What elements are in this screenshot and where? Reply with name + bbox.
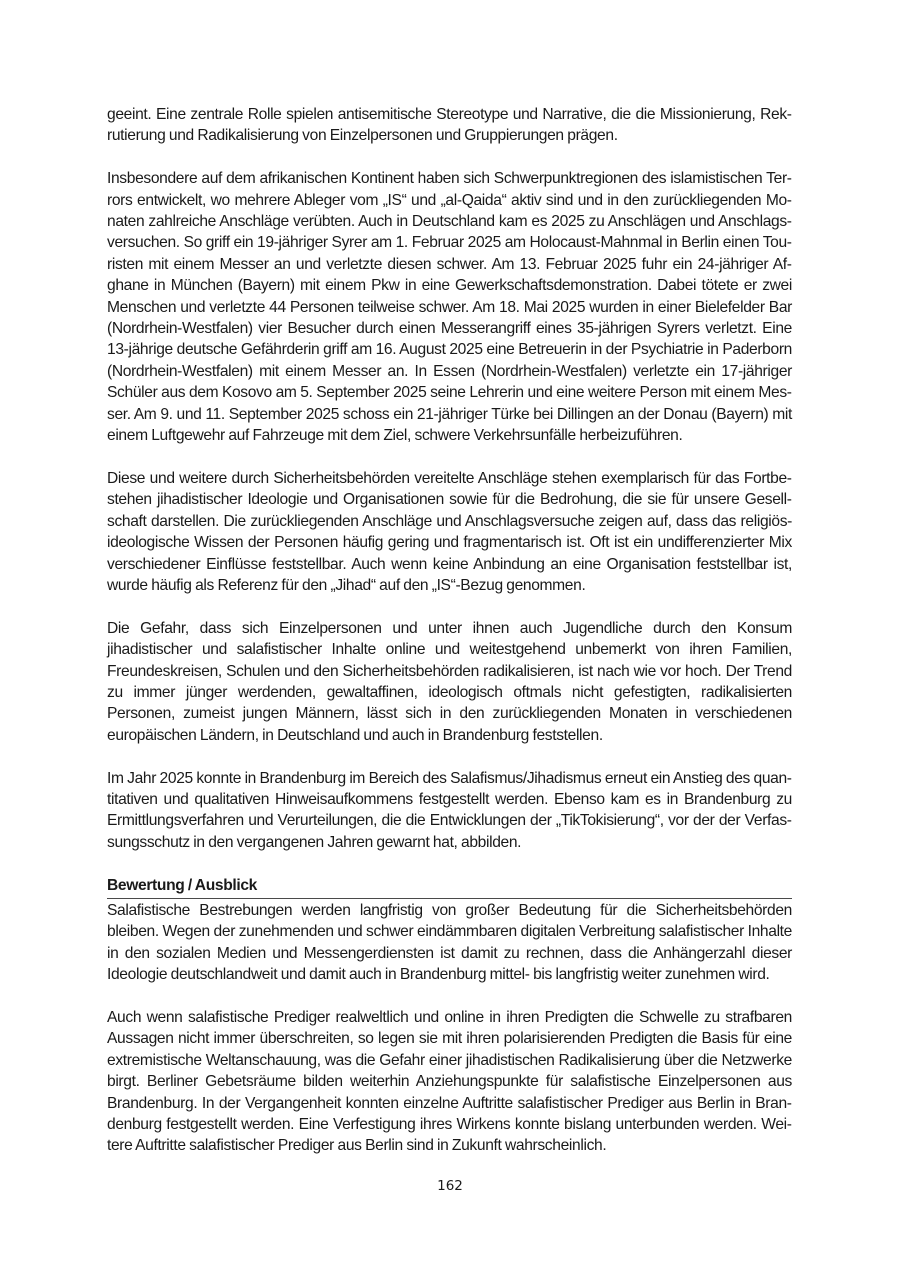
paragraph-antisemitism: geeint. Eine zentrale Rolle spielen antisemitische Stereotype und Narrative, die die Missionierung, Rekrutierung und Radikalisierung von Einzelpersonen und Gruppierungen prägen. [107,106,792,145]
section-heading [107,875,792,899]
paragraph-online-radicalisation: Die Gefahr, dass sich Einzelpersonen und unter ihnen auch Jugendliche durch den Konsum jihadistischer und salafistischer Inhalte online und weitestgehend unbemerkt von ihren Familien, Freundeskreisen, Schulen und den Sicherheitsbehörden radikalisieren, ist nach wie vor hoch. Der Trend zu immer jünger werdenden, gewaltaffinen, ideologisch oftmals nicht gefestigten, radikalisierten Personen, zumeist jungen Männern, lässt sich in den zurückliegenden Monaten in verschiedenen europäischen Ländern, in Deutschland und auch in Brandenburg feststellen. [107,619,792,744]
section-heading-text: Bewertung / Ausblick [107,876,257,894]
paragraph-attacks-2025: Insbesondere auf dem afrikanischen Kontinent haben sich Schwerpunktregionen des islamistischen Terrors entwickelt, wo mehrere Ableger vom „IS“ und „al-Qaida“ aktiv sind und in den zurückliegenden Monaten zahlreiche Anschläge verübten. Auch in Deutschland kam es 2025 zu Anschlägen und Anschlagsversuchen. So griff ein 19-jähriger Syrer am 1. Februar 2025 am Holocaust-Mahnmal in Berlin einen Touristen mit einem Messer an und verletzte diesen schwer. Am 13. Februar 2025 fuhr ein 24-jähriger Afghane in München (Bayern) mit einem Pkw in eine Gewerkschaftsdemonstration. Dabei tötete er zwei Menschen und verletzte 44 Personen teilweise schwer. Am 18. Mai 2025 wurden in einer Bielefelder Bar (Nordrhein-Westfalen) vier Besucher durch einen Messerangriff eines 35-jährigen Syrers verletzt. Eine 13-jährige deutsche Gefährderin griff am 16. August 2025 eine Betreuerin in der Psychiatrie in Paderborn (Nordrhein-Westfalen) mit einem Messer an. In Essen (Nordrhein-Westfalen) verletzte ein 17-jähriger Schüler aus dem Kosovo am 5. September 2025 seine Lehrerin und eine weitere Person mit einem Messer. Am 9. und 11. September 2025 schoss ein 21-jähriger Türke bei Dillingen an der Donau (Bayern) mit einem Luftgewehr auf Fahrzeuge mit dem Ziel, schwere Verkehrsunfälle herbeizuführen. [107,170,792,445]
paragraph-assessment: Salafistische Bestrebungen werden langfristig von großer Bedeutung für die Sicherheitsbehörden bleiben. Wegen der zunehmenden und schwer eindämmbaren digitalen Verbreitung salafistischer Inhalte in den sozialen Medien und Messengerdiensten ist damit zu rechnen, dass die Anhängerzahl dieser Ideologie deutschlandweit und damit auch in Brandenburg mittel- bis langfristig weiter zunehmen wird. [107,901,792,984]
paragraph-jihadist-ideology: Diese und weitere durch Sicherheitsbehörden vereitelte Anschläge stehen exemplarisch für das Fortbestehen jihadistischer Ideologie und Organisationen sowie für die Bedrohung, die sie für unsere Gesellschaft darstellen. Die zurückliegenden Anschläge und Anschlagsversuche zeigen auf, dass das religiös-ideologische Wissen der Personen häufig gering und fragmentarisch ist. Oft ist ein undifferenzierter Mix verschiedener Einflüsse feststellbar. Auch wenn keine Anbindung an eine Organisation feststellbar ist, wurde häufig als Referenz für den „Jihad“ auf den „IS“-Bezug genommen. [107,469,792,594]
paragraph-brandenburg-2025: Im Jahr 2025 konnte in Brandenburg im Bereich des Salafismus/Jihadismus erneut ein Anstieg des quantitativen und qualitativen Hinweisaufkommens festgestellt werden. Ebenso kam es in Brandenburg zu Ermittlungsverfahren und Verurteilungen, die die Entwicklungen der „TikTokisierung“, vor der der Verfassungsschutz in den vergangenen Jahren gewarnt hat, abbilden. [107,769,792,851]
paragraph-preachers: Auch wenn salafistische Prediger realweltlich und online in ihren Predigten die Schwelle zu strafbaren Aussagen nicht immer überschreiten, so legen sie mit ihren polarisierenden Predigten die Basis für eine extremistische Weltanschauung, was die Gefahr einer jihadistischen Radikalisierung über die Netzwerke birgt. Berliner Gebetsräume bilden weiterhin Anziehungspunkte für salafistische Einzelpersonen aus Brandenburg. In der Vergangenheit konnten einzelne Auftritte salafistischer Prediger aus Berlin in Brandenburg festgestellt werden. Eine Verfestigung ihres Wirkens konnte bislang unterbunden werden. Weitere Auftritte salafistischer Prediger aus Berlin sind in Zukunft wahrscheinlich. [107,1008,792,1155]
document-page [107,104,792,1178]
page-number: 162 [437,1178,463,1194]
